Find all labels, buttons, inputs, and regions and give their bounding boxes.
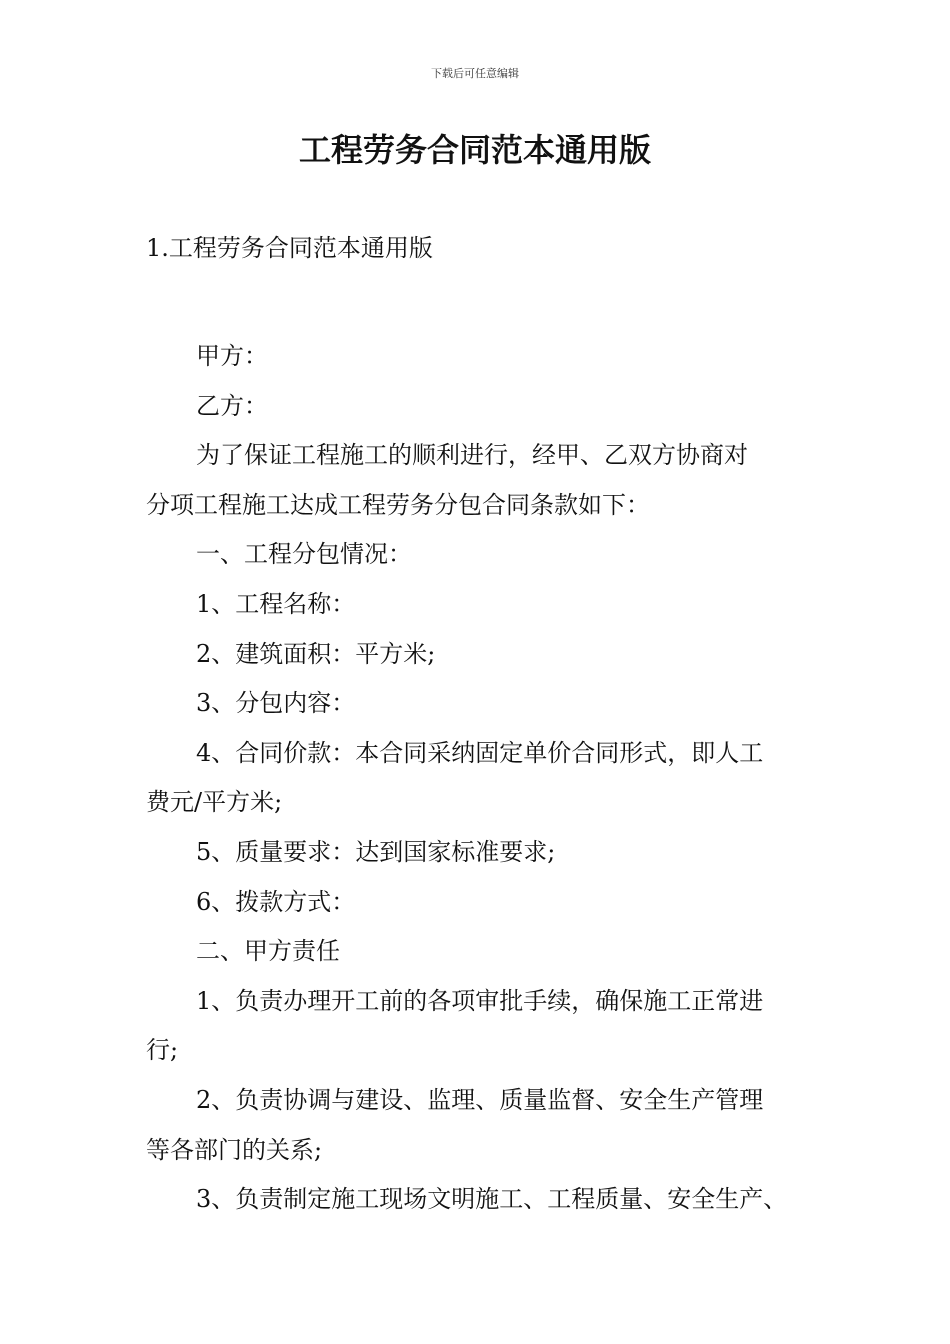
preamble-paragraph: 为了保证工程施工的顺利进行，经甲、乙双方协商对 分项工程施工达成工程劳务分包合同条款如下： bbox=[146, 441, 748, 519]
header-note: 下载后可任意编辑 bbox=[431, 67, 519, 80]
clause-item: 1、负责办理开工前的各项审批手续，确保施工正常进 行; bbox=[146, 986, 764, 1065]
clause-item: 6、拨款方式： bbox=[196, 887, 356, 916]
clause-item: 4、合同价款：本合同采纳固定单价合同形式，即人工 费元/平方米; bbox=[146, 738, 764, 817]
party-b-line: 乙方： bbox=[196, 391, 268, 420]
clause-item: 3、负责制定施工现场文明施工、工程质量、安全生产、 bbox=[196, 1185, 788, 1214]
clause-heading-subcontract: 一、工程分包情况： bbox=[196, 540, 412, 569]
clause-item: 5、质量要求：达到国家标准要求; bbox=[196, 837, 556, 866]
section-heading: 1.工程劳务合同范本通用版 bbox=[146, 234, 433, 262]
clause-item: 1、工程名称： bbox=[196, 589, 356, 618]
document-body bbox=[146, 332, 822, 1225]
clause-heading-party-a: 二、甲方责任 bbox=[196, 937, 340, 966]
document-title: 工程劳务合同范本通用版 bbox=[298, 131, 651, 169]
party-a-line: 甲方： bbox=[196, 342, 268, 370]
clause-item: 2、负责协调与建设、监理、质量监督、安全生产管理 等各部门的关系; bbox=[146, 1085, 764, 1164]
clause-item: 2、建筑面积：平方米; bbox=[196, 639, 436, 668]
clause-item: 3、分包内容： bbox=[196, 689, 356, 718]
